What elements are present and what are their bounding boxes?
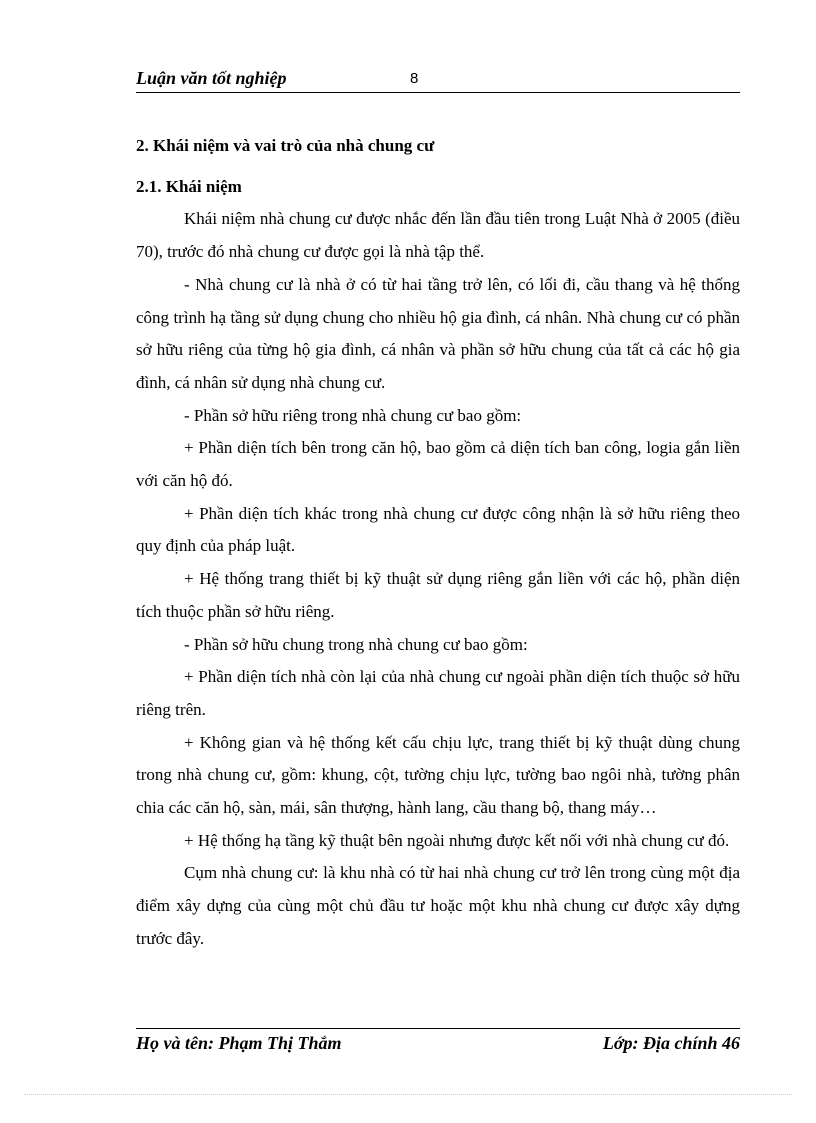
paragraph: - Phần sở hữu chung trong nhà chung cư bao gồm: (184, 634, 528, 654)
paragraph: + Phần diện tích nhà còn lại của nhà chung cư ngoài phần diện tích thuộc sở hữu riêng trên. (136, 667, 740, 719)
page-number: 8 (410, 70, 419, 87)
paragraph: - Nhà chung cư là nhà ở có từ hai tầng trở lên, có lối đi, cầu thang và hệ thống công trình hạ tầng sử dụng chung cho nhiều hộ gia đình, cá nhân. Nhà chung cư có phần sở hữu riêng của từng hộ gia đình, cá nhân và phần sở hữu chung của tất cả các hộ gia đình, cá nhân sử dụng nhà chung cư. (136, 274, 740, 392)
subsection-heading: 2.1. Khái niệm (136, 176, 242, 196)
paragraph: + Hệ thống hạ tầng kỹ thuật bên ngoài nhưng được kết nối với nhà chung cư đó. (184, 830, 730, 850)
header-title: Luận văn tốt nghiệp (136, 68, 287, 88)
page-header (136, 66, 740, 93)
paragraph: + Không gian và hệ thống kết cấu chịu lực, trang thiết bị kỹ thuật dùng chung trong nhà chung cư, gồm: khung, cột, tường chịu lực, tường bao ngôi nhà, tường phân chia các căn hộ, sàn, mái, sân thượng, hành lang, cầu thang bộ, thang máy… (136, 732, 740, 818)
paragraph: Cụm nhà chung cư: là khu nhà có từ hai nhà chung cư trở lên trong cùng một địa điểm xây dựng của cùng một chủ đầu tư hoặc một khu nhà chung cư được xây dựng trước đây. (136, 863, 740, 948)
main-content (136, 130, 740, 956)
paragraph: - Phần sở hữu riêng trong nhà chung cư bao gồm: (184, 405, 522, 425)
page-edge-divider (24, 1094, 792, 1095)
footer-class: Lớp: Địa chính 46 (602, 1033, 740, 1053)
paragraph: + Phần diện tích khác trong nhà chung cư được công nhận là sở hữu riêng theo quy định của pháp luật. (136, 503, 740, 556)
paragraph: + Phần diện tích bên trong căn hộ, bao gồm cả diện tích ban công, logia gắn liền với căn hộ đó. (136, 438, 740, 491)
footer-author: Họ và tên: Phạm Thị Thắm (136, 1033, 342, 1053)
paragraph: + Hệ thống trang thiết bị kỹ thuật sử dụng riêng gắn liền với các hộ, phần diện tích thuộc phần sở hữu riêng. (136, 569, 740, 621)
page-footer (136, 1028, 740, 1054)
section-heading: 2. Khái niệm và vai trò của nhà chung cư (136, 136, 435, 155)
paragraph: Khái niệm nhà chung cư được nhắc đến lần đầu tiên trong Luật Nhà ở 2005 (điều 70), trước đó nhà chung cư được gọi là nhà tập thể. (136, 209, 740, 262)
